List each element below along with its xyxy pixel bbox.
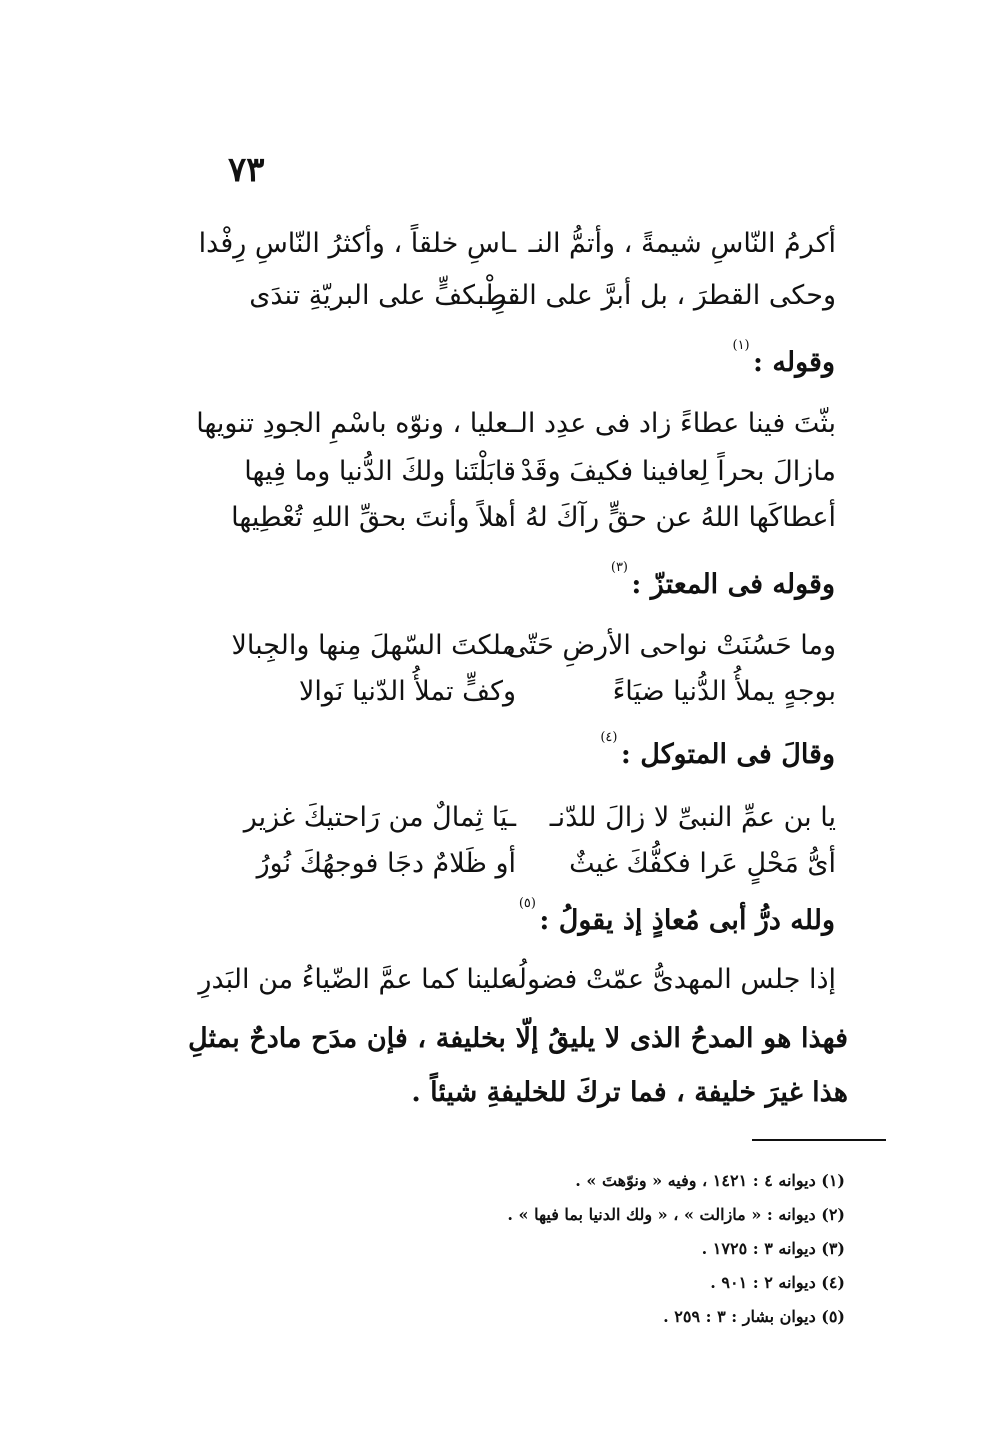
footnote: (٣) ديوانه ٣ : ١٧٢٥ . [701, 1239, 845, 1258]
verse-second-hemistich: ـيَا ثِمالٌ من رَاحتيكَ غزير [243, 802, 516, 833]
section-intro-text: وقوله : [753, 347, 835, 378]
section-intro [610, 560, 835, 600]
section-intro [600, 730, 835, 770]
verse-second-hemistich: قابَلْتَنا ولكَ الدُّنيا وما فِيها [244, 456, 516, 487]
verse-line [216, 274, 836, 318]
section-intro-text: ولله درُّ أبى مُعاذٍ إذ يقولُ : [539, 905, 835, 936]
section-intro-text: وقوله فى المعتزّ : [631, 569, 835, 600]
verse-line [196, 402, 836, 446]
footnote-rule [752, 1139, 886, 1141]
footnote-ref: (٤) [600, 730, 618, 745]
verse-line [216, 670, 836, 714]
footnote: (٤) ديوانه ٢ : ٩٠١ . [710, 1273, 845, 1292]
footnotes [285, 1164, 845, 1334]
verse-line [198, 958, 836, 1002]
verse-second-hemistich: ـرِ بكفٍّ على البريّةِ تندَى [249, 280, 516, 311]
verse-first-hemistich: يا بن عمِّ النبىِّ لا زالَ للدّنـ [549, 802, 836, 833]
section-intro-text: وقالَ فى المتوكل : [620, 739, 835, 770]
footnote: (١) ديوانه ٤ : ١٤٢١ ، وفيه « ونوّهتَ » . [575, 1171, 845, 1190]
verse-second-hemistich: علينا كما عمَّ الضّياءُ من البَدرِ [198, 964, 516, 995]
footnote-ref: (٣) [610, 560, 628, 575]
footnote-ref: (٥) [518, 896, 536, 911]
verse-first-hemistich: أىُّ مَحْلٍ عَرا فكفُّكَ غيثٌ [569, 848, 836, 879]
verse-first-hemistich: أكرمُ النّاسِ شيمةً ، وأتمُّ النـ [528, 228, 836, 259]
verse-second-hemistich: ـعليا ، ونوّه باسْمِ الجودِ تنويها [196, 408, 516, 439]
verse-first-hemistich: مازالَ بحراً لِعافينا فكيفَ وقَدْ [520, 456, 836, 487]
footnote: (٥) ديوان بشار : ٣ : ٢٥٩ . [663, 1307, 845, 1326]
verse-first-hemistich: أعطاكَها اللهُ عن حقٍّ رآكَ لهُ [525, 502, 836, 533]
verse-first-hemistich: بوجهٍ يملأُ الدُّنيا ضيَاءً [612, 676, 836, 707]
page-number: ٧٣ [228, 150, 265, 190]
verse-line [216, 624, 836, 668]
footnote-ref: (١) [732, 338, 750, 353]
verse-second-hemistich: وكفٍّ تملأُ الدّنيا نَوالا [299, 676, 516, 707]
prose-paragraph: فهذا هو المدحُ الذى لا يليقُ إلّا بخليفة ، فإن مدَح مادحٌ بمثلِ هذا غيرَ خليفة ، فما تركَ للخليفةِ شيئاً . [188, 1023, 848, 1108]
section-intro [518, 896, 835, 936]
verse-second-hemistich: أهلاً وأنتَ بحقِّ اللهِ تُعْطِيها [231, 502, 516, 533]
verse-second-hemistich: ملكتَ السّهلَ مِنها والجِبالا [231, 630, 516, 661]
verse-first-hemistich: بثّتَ فينا عطاءً زاد فى عدِد الـ [511, 408, 836, 439]
verse-first-hemistich: إذا جلس المهدىُّ عمّتْ فضولُه [504, 964, 836, 995]
verse-line [216, 496, 836, 540]
verse-line [216, 842, 836, 886]
footnote: (٢) ديوانه : « مازالت » ، « ولك الدنيا بما فيها » . [507, 1205, 845, 1224]
verse-second-hemistich: ـاسِ خلقاً ، وأكثرُ النّاسِ رِفْدا [198, 228, 516, 259]
verse-line [216, 796, 836, 840]
section-intro [732, 338, 835, 378]
verse-line [198, 222, 836, 266]
verse-line [216, 450, 836, 494]
verse-first-hemistich: وما حَسُنَتْ نواحى الأرضِ حَتّى [506, 630, 836, 661]
verse-second-hemistich: أو ظَلامٌ دجَا فوجهُكَ نُورُ [256, 848, 516, 879]
verse-first-hemistich: وحكى القطرَ ، بل أبرَّ على القطْـ [477, 280, 836, 311]
